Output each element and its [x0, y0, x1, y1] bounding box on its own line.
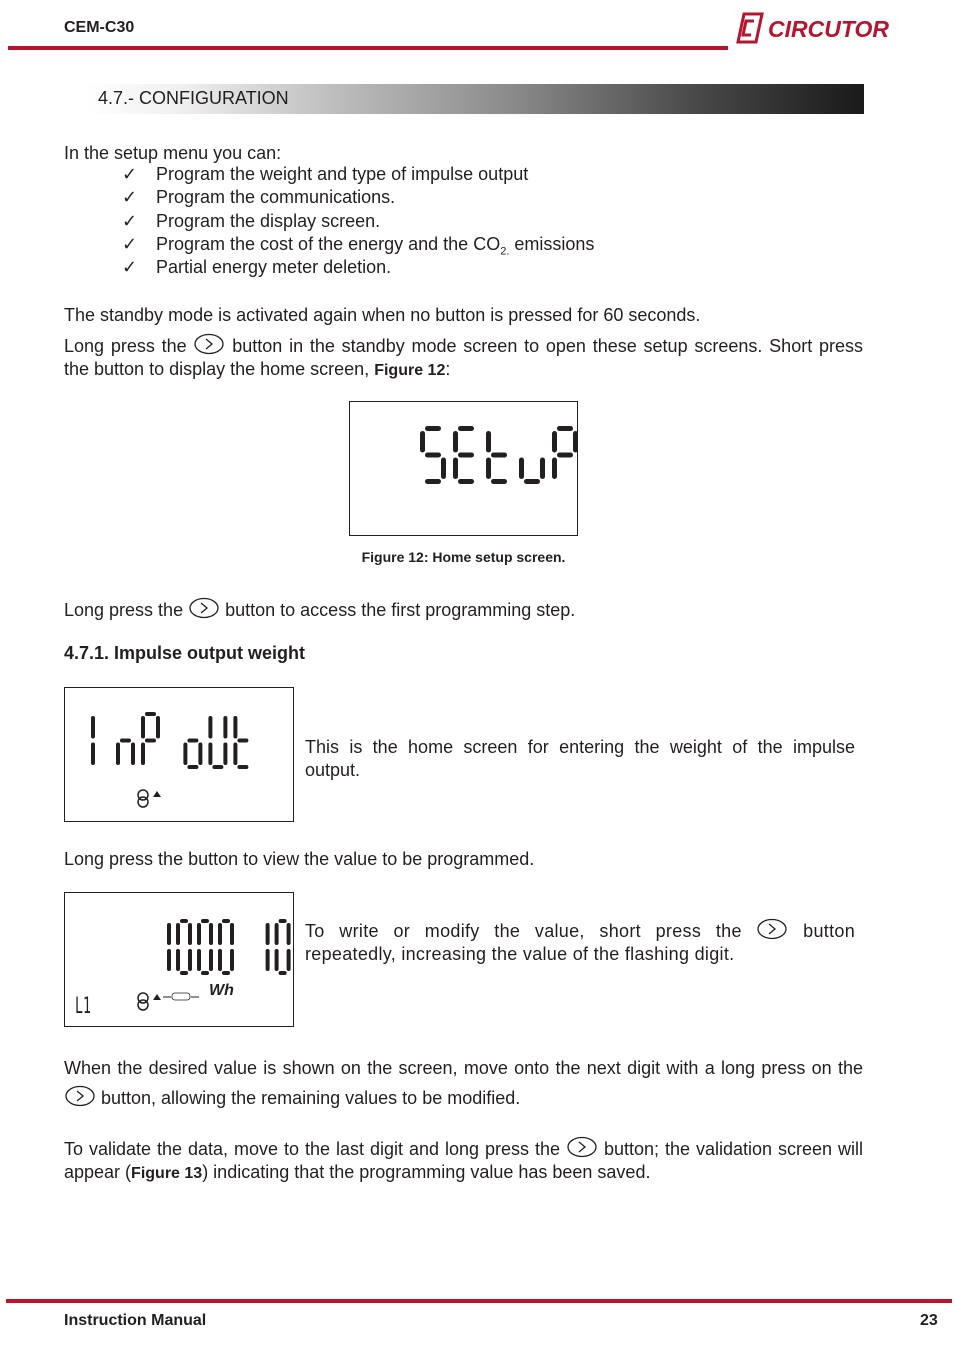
lcd-segment-g	[458, 453, 474, 458]
lcd-segment-f	[208, 716, 212, 739]
setup-options-list	[122, 163, 594, 279]
lcd-segment-e	[197, 949, 201, 971]
lcd-digit	[91, 716, 95, 765]
longpress-paragraph: Long press the button in the standby mode screen to open these setup screens. Short press the button to display the home screen, Figure 12:	[64, 333, 863, 382]
lcd-segment-a	[458, 426, 474, 431]
lcd-segment-c	[230, 949, 234, 971]
lcd-segment-a	[180, 919, 188, 923]
lcd-segment-e	[519, 458, 524, 480]
lcd-segment-b	[266, 923, 270, 945]
lcd-segment-d	[222, 971, 230, 975]
button-next-icon	[188, 597, 220, 619]
lcd-segment-b	[167, 923, 171, 945]
lcd-digit	[275, 919, 291, 975]
lcd-digit	[453, 426, 474, 484]
figure-ref: Figure 12	[374, 362, 446, 379]
lcd-segment-d	[279, 971, 287, 975]
lcd-segment-b	[209, 923, 213, 945]
lcd-segment-f	[275, 923, 279, 945]
lcd-segment-a	[279, 919, 287, 923]
lcd-digit	[141, 712, 160, 765]
circutor-logo	[730, 8, 910, 48]
validate-paragraph: To validate the data, move to the last digit and long press the button; the validation screen will appear (Figure 13) indicating that the programming value has been saved.	[64, 1136, 863, 1185]
model-name: CEM-C30	[64, 19, 135, 36]
figure-ref: Figure 13	[131, 1165, 203, 1182]
lcd-segment-e	[208, 743, 212, 766]
check-icon: ✓	[122, 210, 138, 231]
figure-caption: Figure 12: Home setup screen.	[361, 549, 566, 565]
lcd-segment-c	[540, 458, 545, 480]
lcd-segment-f	[197, 923, 201, 945]
lcd-segment-g	[145, 739, 156, 743]
footer-rule	[6, 1299, 952, 1303]
list-item: ✓ Program the cost of the energy and the $CO_{2.}$ emissions	[122, 233, 595, 258]
lcd-segment-d	[491, 479, 507, 484]
page-number: 23	[920, 1312, 938, 1329]
check-icon: ✓	[122, 257, 138, 278]
lcd-segment-a	[425, 426, 441, 431]
lcd-segment-a	[145, 712, 156, 716]
lcd-segment-c	[266, 949, 270, 971]
lcd-segment-a	[201, 919, 209, 923]
lcd-segment-d	[425, 479, 441, 484]
lcd-segment-e	[141, 743, 145, 766]
phase-label: L1	[75, 994, 91, 1019]
lcd-segment-f	[552, 431, 557, 453]
header-rule	[8, 46, 728, 50]
unit-label: Wh	[209, 982, 234, 999]
button-next-icon	[193, 333, 225, 355]
button-next-icon	[566, 1136, 598, 1158]
check-icon: ✓	[122, 164, 138, 184]
lcd-segment-d	[201, 971, 209, 975]
lcd-segment-c	[131, 743, 135, 766]
lcd-value-screen	[64, 892, 294, 1027]
lcd-segment-e	[552, 458, 557, 480]
transformer-indicator-icon	[135, 989, 205, 1013]
lcd-segment-f	[218, 923, 222, 945]
lcd-digit	[519, 458, 545, 485]
lcd-segment-e	[176, 949, 180, 971]
lcd-segment-g	[187, 739, 198, 743]
lcd-segment-g	[557, 453, 573, 458]
view-value-text: Long press the button to view the value to be programmed.	[64, 849, 535, 869]
lcd-segment-b	[287, 923, 291, 945]
lcd-segment-g	[120, 739, 131, 743]
lcd-segment-e	[233, 743, 237, 766]
lcd-segment-c	[209, 949, 213, 971]
lcd-digit	[266, 923, 270, 971]
lcd-segment-d	[524, 479, 540, 484]
lcd2-description: To write or modify the value, short press the button repeatedly, increasing the value of the flashing digit.	[305, 918, 855, 966]
lcd-display-inp-out	[65, 688, 293, 821]
list-item: ✓ Program the weight and type of impulse output	[122, 164, 529, 184]
co2-subscript: 2.	[500, 245, 510, 258]
lcd-digit	[486, 431, 507, 484]
lcd-segment-f	[420, 431, 425, 453]
lcd-digit	[197, 919, 213, 975]
check-icon: ✓	[122, 187, 138, 208]
lcd-segment-f	[141, 716, 145, 739]
lcd-segment-f	[176, 923, 180, 945]
check-icon: ✓	[122, 233, 138, 254]
lcd-segment-e	[486, 458, 491, 480]
lcd-segment-b	[230, 923, 234, 945]
lcd-segment-c	[188, 949, 192, 971]
lcd-segment-d	[180, 971, 188, 975]
footer-title: Instruction Manual	[64, 1312, 207, 1329]
lcd-segment-f	[486, 431, 491, 453]
lcd-digit	[176, 919, 192, 975]
transformer-indicator-icon	[135, 788, 167, 810]
lcd-digit	[233, 716, 248, 769]
lcd-segment-g	[491, 453, 507, 458]
lcd-segment-a	[222, 919, 230, 923]
lcd-display-setup	[350, 402, 577, 535]
lcd-digit	[208, 716, 227, 769]
lcd-digit	[420, 426, 446, 484]
lcd-segment-f	[233, 716, 237, 739]
lcd-segment-d	[187, 765, 198, 769]
lcd-segment-g	[237, 739, 248, 743]
lcd-setup-screen	[349, 401, 578, 536]
lcd-digit	[167, 923, 171, 971]
button-next-icon	[756, 918, 788, 940]
list-item: ✓ Program the communications.	[122, 187, 396, 208]
lcd-segment-c	[167, 949, 171, 971]
lcd-segment-e	[275, 949, 279, 971]
lcd-segment-d	[212, 765, 223, 769]
list-item: ✓ Program the display screen.	[122, 210, 381, 231]
list-item: ✓ Partial energy meter deletion.	[122, 257, 392, 278]
lcd-segment-f	[453, 431, 458, 453]
lcd-segment-b	[573, 431, 577, 453]
standby-text: The standby mode is activated again when no button is pressed for 60 seconds.	[64, 305, 701, 325]
subsection-title: 4.7.1. Impulse output weight	[64, 643, 306, 663]
lcd-segment-d	[458, 479, 474, 484]
brand-text: CIRCUTOR	[768, 16, 889, 42]
lcd-segment-c	[198, 743, 202, 766]
lcd-segment-b	[223, 716, 227, 739]
lcd-segment-c	[223, 743, 227, 766]
lcd-segment-g	[425, 453, 441, 458]
lcd-segment-f	[91, 716, 95, 739]
lcd-segment-d	[237, 765, 248, 769]
lcd-segment-e	[116, 743, 120, 766]
lcd-impulse-out-screen	[64, 687, 294, 822]
lcd-segment-e	[218, 949, 222, 971]
lcd-digit	[116, 739, 135, 766]
button-next-icon	[64, 1085, 96, 1107]
access-text: Long press the button to access the first programming step.	[64, 597, 575, 622]
lcd-segment-b	[156, 716, 160, 739]
next-digit-paragraph: When the desired value is shown on the screen, move onto the next digit with a long press on the button, allowing the remaining values to be modified.	[64, 1058, 863, 1108]
lcd-digit	[218, 919, 234, 975]
lcd-segment-b	[188, 923, 192, 945]
section-title: 4.7.- CONFIGURATION	[98, 88, 289, 108]
intro-text: In the setup menu you can:	[64, 143, 282, 163]
lcd-segment-e	[183, 743, 187, 766]
lcd-segment-c	[441, 458, 446, 480]
lcd-segment-c	[287, 949, 291, 971]
lcd-digit	[552, 426, 577, 479]
lcd-segment-a	[557, 426, 573, 431]
lcd1-description: This is the home screen for entering the weight of the impulse output.	[305, 737, 855, 780]
lcd-segment-e	[91, 743, 95, 766]
lcd-segment-e	[453, 458, 458, 480]
lcd-digit	[183, 739, 202, 770]
